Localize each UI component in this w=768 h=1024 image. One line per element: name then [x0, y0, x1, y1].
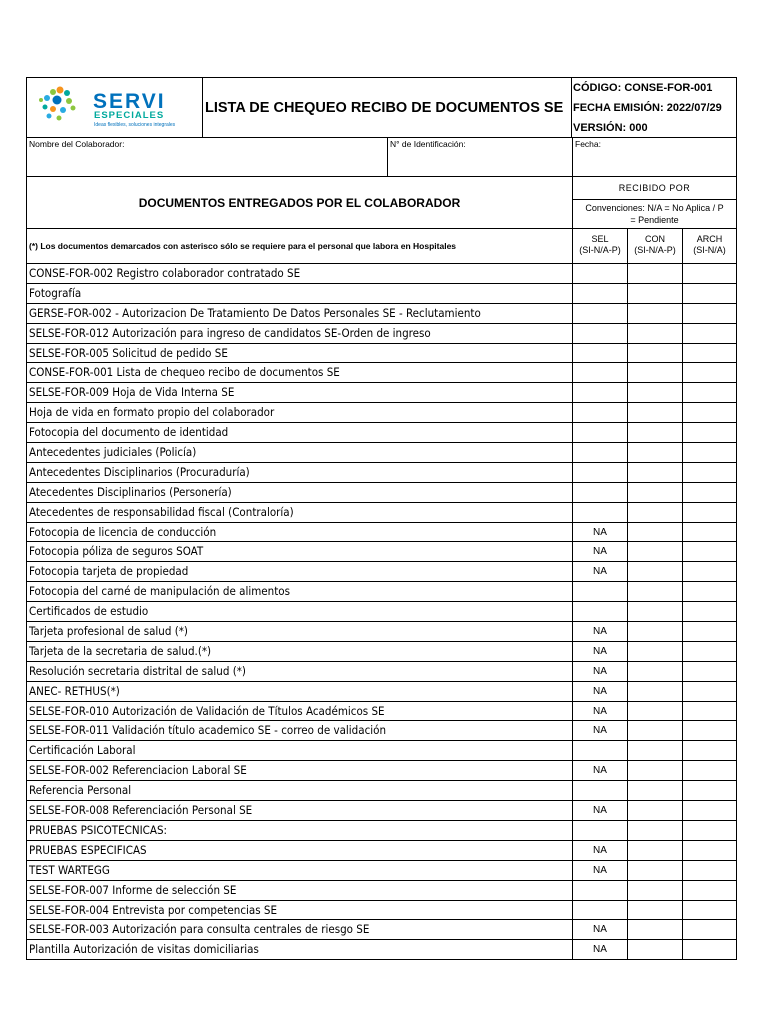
date-label: Fecha: — [575, 139, 601, 149]
document-row — [26, 861, 737, 881]
document-row — [26, 841, 737, 861]
sel-cell[interactable] — [572, 284, 627, 304]
con-cell[interactable] — [627, 403, 682, 423]
document-row — [26, 403, 737, 423]
con-cell[interactable] — [627, 861, 682, 881]
document-row — [26, 881, 737, 901]
sel-cell[interactable]: NA — [572, 702, 627, 722]
document-row — [26, 940, 737, 960]
document-name: SELSE-FOR-002 Referenciacion Laboral SE — [26, 761, 572, 781]
sel-cell[interactable] — [572, 821, 627, 841]
sel-cell[interactable] — [572, 741, 627, 761]
arch-cell[interactable] — [682, 781, 737, 801]
document-row — [26, 304, 737, 324]
con-cell[interactable] — [627, 642, 682, 662]
document-name: ANEC- RETHUS(*) — [26, 682, 572, 702]
document-row — [26, 324, 737, 344]
sel-cell[interactable] — [572, 304, 627, 324]
document-row — [26, 523, 737, 543]
document-row — [26, 542, 737, 562]
document-name: Fotocopia del documento de identidad — [26, 423, 572, 443]
sel-cell[interactable] — [572, 264, 627, 284]
document-row — [26, 801, 737, 821]
conventions-note — [572, 199, 737, 229]
document-name: Fotocopia póliza de seguros SOAT — [26, 542, 572, 562]
document-row — [26, 344, 737, 364]
con-cell[interactable] — [627, 443, 682, 463]
document-name: SELSE-FOR-011 Validación título academico SE - correo de validación — [26, 721, 572, 741]
document-name: SELSE-FOR-004 Entrevista por competencias SE — [26, 901, 572, 921]
column-arch-label: ARCH — [696, 234, 723, 244]
document-name: Resolución secretaria distrital de salud (*) — [26, 662, 572, 682]
received-by-header: RECIBIDO POR — [572, 176, 737, 200]
arch-cell[interactable] — [682, 523, 737, 543]
con-cell[interactable] — [627, 503, 682, 523]
column-sel-sub: (SI-N/A-P) — [579, 245, 621, 255]
arch-cell[interactable] — [682, 264, 737, 284]
document-row — [26, 920, 737, 940]
arch-cell[interactable] — [682, 304, 737, 324]
arch-cell[interactable] — [682, 602, 737, 622]
document-name: SELSE-FOR-003 Autorización para consulta centrales de riesgo SE — [26, 920, 572, 940]
sel-cell[interactable]: NA — [572, 523, 627, 543]
document-name: SELSE-FOR-010 Autorización de Validación de Títulos Académicos SE — [26, 702, 572, 722]
con-cell[interactable] — [627, 284, 682, 304]
con-cell[interactable] — [627, 363, 682, 383]
id-number-label: N° de Identificación: — [390, 139, 466, 149]
sel-cell[interactable]: NA — [572, 682, 627, 702]
con-cell[interactable] — [627, 523, 682, 543]
column-header-arch — [682, 228, 737, 264]
arch-cell[interactable] — [682, 622, 737, 642]
column-con-label: CON — [645, 234, 665, 244]
sel-cell[interactable]: NA — [572, 662, 627, 682]
sel-cell[interactable] — [572, 881, 627, 901]
arch-cell[interactable] — [682, 861, 737, 881]
sel-cell[interactable]: NA — [572, 721, 627, 741]
sel-cell[interactable] — [572, 483, 627, 503]
sel-cell[interactable] — [572, 443, 627, 463]
arch-cell[interactable] — [682, 682, 737, 702]
form-header — [26, 77, 737, 138]
con-cell[interactable] — [627, 841, 682, 861]
column-con-sub: (SI-N/A-P) — [634, 245, 676, 255]
sel-cell[interactable]: NA — [572, 562, 627, 582]
arch-cell[interactable] — [682, 741, 737, 761]
arch-cell[interactable] — [682, 821, 737, 841]
document-name: Tarjeta de la secretaria de salud.(*) — [26, 642, 572, 662]
con-cell[interactable] — [627, 801, 682, 821]
con-cell[interactable] — [627, 542, 682, 562]
arch-cell[interactable] — [682, 562, 737, 582]
arch-cell[interactable] — [682, 702, 737, 722]
logo-cell — [26, 77, 203, 138]
company-tagline: Ideas flexibles, soluciones integrales — [94, 122, 176, 128]
con-cell[interactable] — [627, 662, 682, 682]
sel-cell[interactable] — [572, 901, 627, 921]
sel-cell[interactable] — [572, 403, 627, 423]
document-name: CONSE-FOR-002 Registro colaborador contratado SE — [26, 264, 572, 284]
company-subname: ESPECIALES — [94, 110, 165, 121]
arch-cell[interactable] — [682, 940, 737, 960]
document-name: SELSE-FOR-007 Informe de selección SE — [26, 881, 572, 901]
arch-cell[interactable] — [682, 284, 737, 304]
document-name: Certificados de estudio — [26, 602, 572, 622]
document-row — [26, 721, 737, 741]
document-name: Atecedentes Disciplinarios (Personería) — [26, 483, 572, 503]
arch-cell[interactable] — [682, 503, 737, 523]
employee-name-label: Nombre del Colaborador: — [29, 139, 125, 149]
arch-cell[interactable] — [682, 423, 737, 443]
con-cell[interactable] — [627, 562, 682, 582]
arch-cell[interactable] — [682, 403, 737, 423]
document-row — [26, 284, 737, 304]
arch-cell[interactable] — [682, 901, 737, 921]
document-name: Antecedentes judiciales (Policía) — [26, 443, 572, 463]
conventions-line-2: = Pendiente — [630, 215, 679, 225]
sel-cell[interactable]: NA — [572, 841, 627, 861]
employee-info-row — [26, 137, 737, 177]
document-row — [26, 423, 737, 443]
sel-cell[interactable] — [572, 582, 627, 602]
sel-cell[interactable]: NA — [572, 920, 627, 940]
sel-cell[interactable]: NA — [572, 622, 627, 642]
sel-cell[interactable] — [572, 324, 627, 344]
document-name: Atecedentes de responsabilidad fiscal (Contraloría) — [26, 503, 572, 523]
sel-cell[interactable]: NA — [572, 861, 627, 881]
document-name: Referencia Personal — [26, 781, 572, 801]
document-name: SELSE-FOR-012 Autorización para ingreso de candidatos SE-Orden de ingreso — [26, 324, 572, 344]
form-metadata — [571, 77, 737, 138]
employee-name-field[interactable] — [26, 137, 388, 177]
arch-cell[interactable] — [682, 542, 737, 562]
form-version: VERSIÓN: 000 — [573, 122, 648, 134]
sel-cell[interactable]: NA — [572, 940, 627, 960]
con-cell[interactable] — [627, 622, 682, 642]
document-row — [26, 483, 737, 503]
document-name: Fotografía — [26, 284, 572, 304]
arch-cell[interactable] — [682, 582, 737, 602]
document-row — [26, 781, 737, 801]
document-row — [26, 363, 737, 383]
con-cell[interactable] — [627, 881, 682, 901]
arch-cell[interactable] — [682, 761, 737, 781]
con-cell[interactable] — [627, 940, 682, 960]
arch-cell[interactable] — [682, 344, 737, 364]
document-row — [26, 562, 737, 582]
document-list — [26, 264, 737, 960]
document-name: Antecedentes Disciplinarios (Procuraduría) — [26, 463, 572, 483]
arch-cell[interactable] — [682, 383, 737, 403]
arch-cell[interactable] — [682, 881, 737, 901]
con-cell[interactable] — [627, 264, 682, 284]
document-row — [26, 383, 737, 403]
document-name: PRUEBAS ESPECIFICAS — [26, 841, 572, 861]
document-name: CONSE-FOR-001 Lista de chequeo recibo de documentos SE — [26, 363, 572, 383]
column-header-con — [627, 228, 683, 264]
arch-cell[interactable] — [682, 841, 737, 861]
document-name: SELSE-FOR-009 Hoja de Vida Interna SE — [26, 383, 572, 403]
con-cell[interactable] — [627, 761, 682, 781]
section-title: DOCUMENTOS ENTREGADOS POR EL COLABORADOR — [26, 176, 573, 229]
document-row — [26, 503, 737, 523]
document-name: Certificación Laboral — [26, 741, 572, 761]
sel-cell[interactable]: NA — [572, 642, 627, 662]
con-cell[interactable] — [627, 682, 682, 702]
arch-cell[interactable] — [682, 801, 737, 821]
arch-cell[interactable] — [682, 642, 737, 662]
document-row — [26, 622, 737, 642]
document-row — [26, 264, 737, 284]
document-name: GERSE-FOR-002 - Autorizacion De Tratamiento De Datos Personales SE - Reclutamiento — [26, 304, 572, 324]
sel-cell[interactable]: NA — [572, 761, 627, 781]
arch-cell[interactable] — [682, 443, 737, 463]
con-cell[interactable] — [627, 901, 682, 921]
con-cell[interactable] — [627, 781, 682, 801]
company-name: SERVI — [93, 90, 166, 113]
document-row — [26, 443, 737, 463]
con-cell[interactable] — [627, 463, 682, 483]
sel-cell[interactable] — [572, 344, 627, 364]
column-header-sel — [572, 228, 628, 264]
document-row — [26, 901, 737, 921]
hospital-note: (*) Los documentos demarcados con asterisco sólo se requiere para el personal que labora en Hospitales — [26, 228, 573, 264]
con-cell[interactable] — [627, 423, 682, 443]
document-row — [26, 761, 737, 781]
column-sel-label: SEL — [591, 234, 609, 244]
document-name: Fotocopia tarjeta de propiedad — [26, 562, 572, 582]
con-cell[interactable] — [627, 920, 682, 940]
document-name: SELSE-FOR-008 Referenciación Personal SE — [26, 801, 572, 821]
document-name: Plantilla Autorización de visitas domiciliarias — [26, 940, 572, 960]
con-cell[interactable] — [627, 821, 682, 841]
con-cell[interactable] — [627, 702, 682, 722]
sel-cell[interactable] — [572, 423, 627, 443]
sel-cell[interactable]: NA — [572, 542, 627, 562]
form-title: LISTA DE CHEQUEO RECIBO DE DOCUMENTOS SE — [202, 77, 572, 138]
con-cell[interactable] — [627, 483, 682, 503]
document-name: SELSE-FOR-005 Solicitud de pedido SE — [26, 344, 572, 364]
arch-cell[interactable] — [682, 324, 737, 344]
con-cell[interactable] — [627, 344, 682, 364]
document-row — [26, 602, 737, 622]
document-name: Fotocopia de licencia de conducción — [26, 523, 572, 543]
con-cell[interactable] — [627, 602, 682, 622]
con-cell[interactable] — [627, 741, 682, 761]
con-cell[interactable] — [627, 324, 682, 344]
sel-cell[interactable] — [572, 602, 627, 622]
document-name: PRUEBAS PSICOTECNICAS: — [26, 821, 572, 841]
sel-cell[interactable] — [572, 383, 627, 403]
form-issue-date: FECHA EMISIÓN: 2022/07/29 — [573, 102, 722, 114]
document-row — [26, 821, 737, 841]
date-field[interactable] — [572, 137, 737, 177]
document-row — [26, 702, 737, 722]
arch-cell[interactable] — [682, 363, 737, 383]
document-name: TEST WARTEGG — [26, 861, 572, 881]
sel-cell[interactable] — [572, 463, 627, 483]
document-row — [26, 682, 737, 702]
document-name: Hoja de vida en formato propio del colaborador — [26, 403, 572, 423]
arch-cell[interactable] — [682, 721, 737, 741]
id-number-field[interactable] — [387, 137, 573, 177]
con-cell[interactable] — [627, 304, 682, 324]
document-row — [26, 463, 737, 483]
column-arch-sub: (SI-N/A) — [693, 245, 726, 255]
document-row — [26, 582, 737, 602]
form-code: CÓDIGO: CONSE-FOR-001 — [573, 82, 713, 94]
con-cell[interactable] — [627, 721, 682, 741]
document-row — [26, 741, 737, 761]
con-cell[interactable] — [627, 383, 682, 403]
arch-cell[interactable] — [682, 463, 737, 483]
document-name: Fotocopia del carné de manipulación de alimentos — [26, 582, 572, 602]
sel-cell[interactable] — [572, 503, 627, 523]
con-cell[interactable] — [627, 582, 682, 602]
sel-cell[interactable] — [572, 363, 627, 383]
sel-cell[interactable]: NA — [572, 801, 627, 821]
arch-cell[interactable] — [682, 662, 737, 682]
section-header — [26, 176, 737, 264]
document-row — [26, 642, 737, 662]
arch-cell[interactable] — [682, 483, 737, 503]
document-row — [26, 662, 737, 682]
sel-cell[interactable] — [572, 781, 627, 801]
conventions-line-1: Convenciones: N/A = No Aplica / P — [585, 203, 724, 213]
arch-cell[interactable] — [682, 920, 737, 940]
document-name: Tarjeta profesional de salud (*) — [26, 622, 572, 642]
